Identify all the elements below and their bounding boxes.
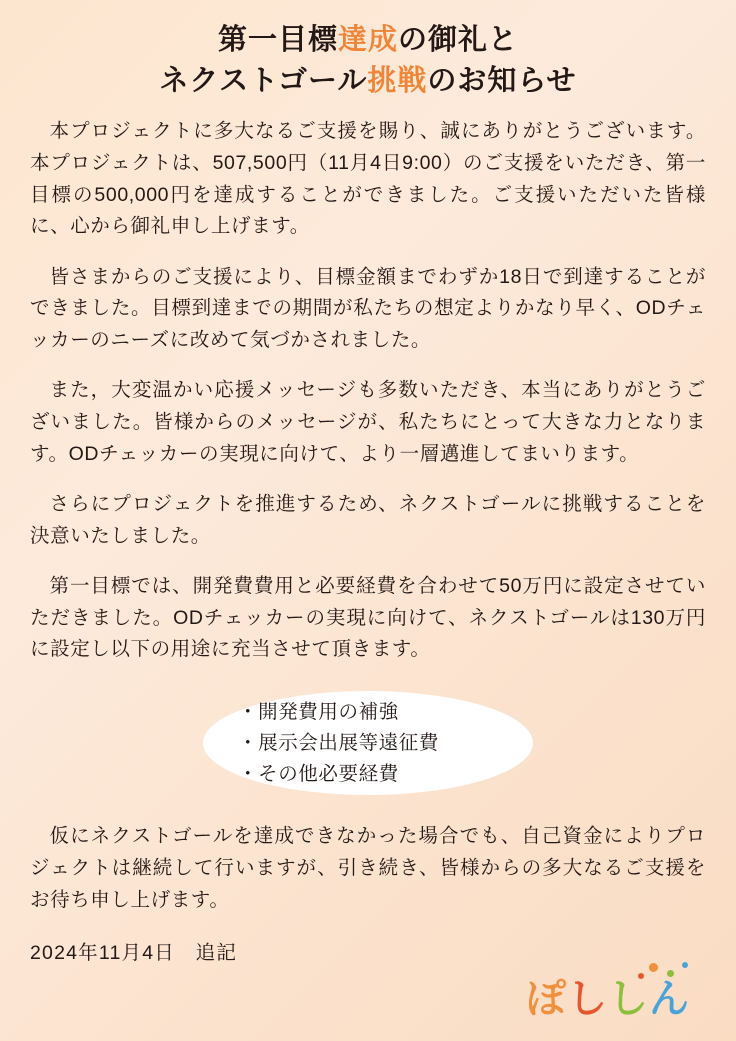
paragraph-5: 第一目標では、開発費費用と必要経費を合わせて50万円に設定させていただきました。ODチェッカーの実現に向けて、ネクストゴールは130万円に設定し以下の用途に充当させて頂きます。 <box>30 575 706 661</box>
list-item: ・展示会出展等遠征費 <box>238 731 440 754</box>
date-line: 2024年11月4日 追記 <box>30 942 238 965</box>
logo-char-2: し <box>567 977 608 1021</box>
paragraph-2: 皆さまからのご支援により、目標金額までわずか18日で到達することができました。目標到達までの期間が私たちの想定よりかなり早く、ODチェッカーのニーズに改めて気づかされました。 <box>30 265 706 351</box>
body-text <box>30 116 706 969</box>
logo-dot-blue-icon <box>682 962 688 968</box>
page-title <box>30 20 706 102</box>
title-line-2 <box>30 61 706 102</box>
paragraph-1: 本プロジェクトに多大なるご支援を賜り、誠にありがとうございます。本プロジェクトは、507,500円（11月4日9:00）のご支援をいただき、第一目標の500,000円を達成することができました。ご支援いただいた皆様に、心から御礼申し上げます。 <box>30 120 706 238</box>
logo-wordmark <box>526 979 690 1019</box>
paragraph-4: さらにプロジェクトを推進するため、ネクストゴールに挑戦することを決意いたしました。 <box>30 493 706 547</box>
logo-dot-green-icon <box>667 970 674 977</box>
brand-logo <box>520 961 700 1023</box>
bullet-list-block <box>30 685 706 801</box>
bullet-list <box>238 685 498 801</box>
logo-char-1: ぽ <box>526 977 567 1021</box>
logo-char-4: ん <box>649 977 690 1021</box>
paragraph-3: また，大変温かい応援メッセージも多数いただき、本当にありがとうございました。皆様からのメッセージが、私たちにとって大きな力となります。ODチェッカーの実現に向けて、より一層邁進してまいります。 <box>30 379 706 465</box>
title-line-1-highlight: 達成 <box>337 24 398 56</box>
title-line-1-part-1: 第一目標 <box>217 24 338 56</box>
title-line-2-part-1: ネクストゴール <box>159 65 368 98</box>
list-item: ・開発費用の補強 <box>238 701 399 724</box>
list-item: ・その他必要経費 <box>238 762 399 785</box>
closing-paragraph: 仮にネクストゴールを達成できなかった場合でも、自己資金によりプロジェクトは継続して行いますが、引き続き、皆様からの多大なるご支援をお待ち申し上げます。 <box>30 825 706 911</box>
title-line-1 <box>30 20 706 61</box>
title-line-2-part-2: のお知らせ <box>427 65 577 98</box>
title-line-1-part-2: の御礼と <box>398 24 519 56</box>
logo-dot-orange-icon <box>649 963 658 972</box>
logo-char-3: し <box>608 977 649 1021</box>
title-line-2-highlight: 挑戦 <box>367 65 428 98</box>
